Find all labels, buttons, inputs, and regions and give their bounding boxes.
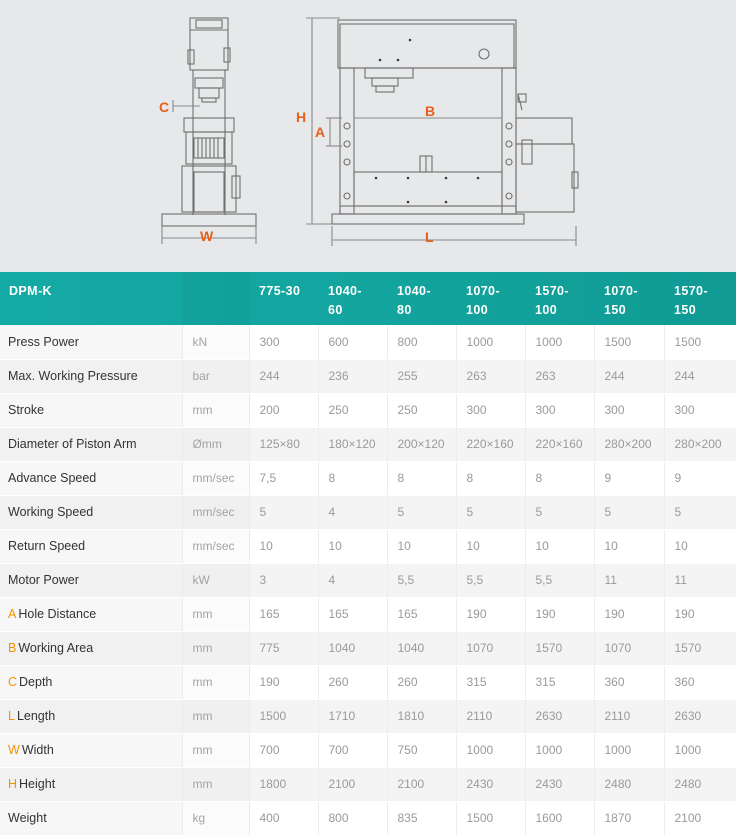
side-view: [162, 18, 256, 244]
row-name: Working Speed: [8, 505, 94, 519]
table-row: [0, 597, 736, 631]
header-model: 1570- 150: [674, 284, 708, 317]
cell-value: 5: [525, 495, 594, 529]
cell-value: 1500: [594, 325, 664, 359]
cell-value: 700: [318, 733, 387, 767]
cell-value: 2630: [525, 699, 594, 733]
cell-value: 11: [594, 563, 664, 597]
header-model: 1040- 60: [328, 284, 362, 317]
row-unit: kN: [182, 325, 249, 359]
row-label: [0, 631, 182, 665]
dimension-letter: L: [8, 709, 15, 723]
table-row: [0, 427, 736, 461]
row-label: [0, 393, 182, 427]
row-label: [0, 597, 182, 631]
row-unit: kg: [182, 801, 249, 835]
cell-value: 9: [664, 461, 736, 495]
label-c: C: [159, 99, 170, 115]
cell-value: 4: [318, 495, 387, 529]
cell-value: 2630: [664, 699, 736, 733]
row-label: [0, 529, 182, 563]
header-model: 1040- 80: [397, 284, 431, 317]
cell-value: 5: [249, 495, 318, 529]
cell-value: 260: [318, 665, 387, 699]
cell-value: 1040: [318, 631, 387, 665]
row-unit: mm/sec: [182, 495, 249, 529]
cell-value: 360: [664, 665, 736, 699]
row-label: [0, 495, 182, 529]
row-unit: mm: [182, 733, 249, 767]
cell-value: 8: [318, 461, 387, 495]
cell-value: 2430: [456, 767, 525, 801]
cell-value: 1870: [594, 801, 664, 835]
label-h: H: [296, 109, 307, 125]
cell-value: 3: [249, 563, 318, 597]
row-name: Press Power: [8, 334, 79, 349]
cell-value: 11: [664, 563, 736, 597]
row-name: Stroke: [8, 403, 45, 417]
cell-value: 5: [387, 495, 456, 529]
row-name: Width: [21, 743, 54, 757]
row-label: [0, 665, 182, 699]
row-label: [0, 325, 182, 359]
cell-value: 10: [249, 529, 318, 563]
cell-value: 1500: [456, 801, 525, 835]
row-name: Length: [16, 709, 56, 723]
header-model: 1570- 100: [535, 284, 569, 317]
row-name: Advance Speed: [8, 471, 97, 485]
cell-value: 190: [456, 597, 525, 631]
cell-value: 250: [318, 393, 387, 427]
cell-value: 775: [249, 631, 318, 665]
table-row: [0, 461, 736, 495]
cell-value: 5,5: [525, 563, 594, 597]
table-row: [0, 563, 736, 597]
cell-value: 125×80: [249, 427, 318, 461]
cell-value: 1000: [594, 733, 664, 767]
label-b: B: [425, 103, 436, 119]
cell-value: 300: [664, 393, 736, 427]
cell-value: 1040: [387, 631, 456, 665]
row-name: Hole Distance: [18, 607, 97, 621]
table-row: [0, 767, 736, 801]
front-view: [306, 18, 578, 246]
cell-value: 1000: [456, 325, 525, 359]
table-row: [0, 699, 736, 733]
dimension-letter: C: [8, 675, 18, 689]
table-row: [0, 359, 736, 393]
cell-value: 800: [387, 325, 456, 359]
row-unit: mm: [182, 665, 249, 699]
spec-table: [0, 272, 736, 836]
cell-value: 10: [387, 529, 456, 563]
row-unit: mm: [182, 393, 249, 427]
cell-value: 1570: [525, 631, 594, 665]
cell-value: 236: [318, 359, 387, 393]
cell-value: 2480: [664, 767, 736, 801]
row-name: Depth: [19, 675, 53, 689]
table-header: [0, 272, 736, 325]
row-name: Height: [19, 777, 56, 791]
header-unit: [182, 272, 249, 325]
cell-value: 263: [456, 359, 525, 393]
row-unit: mm: [182, 631, 249, 665]
cell-value: 2110: [456, 699, 525, 733]
cell-value: 1500: [664, 325, 736, 359]
cell-value: 180×120: [318, 427, 387, 461]
table-row: [0, 801, 736, 835]
cell-value: 7,5: [249, 461, 318, 495]
cell-value: 190: [249, 665, 318, 699]
technical-drawing: [0, 0, 736, 272]
cell-value: 360: [594, 665, 664, 699]
cell-value: 190: [525, 597, 594, 631]
cell-value: 8: [525, 461, 594, 495]
cell-value: 1070: [456, 631, 525, 665]
row-unit: bar: [182, 359, 249, 393]
cell-value: 1000: [525, 733, 594, 767]
dimension-letter: A: [8, 607, 17, 621]
row-name: Weight: [8, 811, 47, 825]
header-model: 1070- 150: [604, 284, 638, 317]
cell-value: 800: [318, 801, 387, 835]
cell-value: 165: [249, 597, 318, 631]
cell-value: 260: [387, 665, 456, 699]
row-name: Return Speed: [8, 539, 86, 553]
cell-value: 263: [525, 359, 594, 393]
cell-value: 8: [387, 461, 456, 495]
cell-value: 5: [594, 495, 664, 529]
cell-value: 250: [387, 393, 456, 427]
row-label: [0, 427, 182, 461]
cell-value: 1000: [664, 733, 736, 767]
cell-value: 10: [318, 529, 387, 563]
cell-value: 315: [456, 665, 525, 699]
cell-value: 315: [525, 665, 594, 699]
row-unit: kW: [182, 563, 249, 597]
table-row: [0, 631, 736, 665]
label-l: L: [425, 229, 434, 245]
cell-value: 1500: [249, 699, 318, 733]
cell-value: 1800: [249, 767, 318, 801]
cell-value: 280×200: [664, 427, 736, 461]
cell-value: 600: [318, 325, 387, 359]
cell-value: 2480: [594, 767, 664, 801]
row-label: [0, 461, 182, 495]
cell-value: 2100: [318, 767, 387, 801]
table-row: [0, 325, 736, 359]
table-row: [0, 495, 736, 529]
cell-value: 1710: [318, 699, 387, 733]
row-label: [0, 699, 182, 733]
cell-value: 255: [387, 359, 456, 393]
cell-value: 1000: [525, 325, 594, 359]
row-name: Diameter of Piston Arm: [8, 437, 137, 451]
cell-value: 2430: [525, 767, 594, 801]
cell-value: 244: [664, 359, 736, 393]
cell-value: 190: [594, 597, 664, 631]
cell-value: 165: [387, 597, 456, 631]
cell-value: 5,5: [456, 563, 525, 597]
cell-value: 300: [525, 393, 594, 427]
cell-value: 165: [318, 597, 387, 631]
cell-value: 10: [456, 529, 525, 563]
cell-value: 300: [594, 393, 664, 427]
row-unit: mm: [182, 767, 249, 801]
cell-value: 280×200: [594, 427, 664, 461]
label-w: W: [200, 228, 214, 244]
header-series-name: DPM-K: [9, 284, 52, 298]
cell-value: 200: [249, 393, 318, 427]
cell-value: 4: [318, 563, 387, 597]
press-diagram: [0, 0, 736, 272]
cell-value: 10: [594, 529, 664, 563]
cell-value: 2100: [664, 801, 736, 835]
cell-value: 244: [249, 359, 318, 393]
cell-value: 1000: [456, 733, 525, 767]
row-label: [0, 801, 182, 835]
row-label: [0, 563, 182, 597]
row-label: [0, 733, 182, 767]
cell-value: 400: [249, 801, 318, 835]
cell-value: 200×120: [387, 427, 456, 461]
row-name: Working Area: [18, 641, 94, 655]
row-unit: Ømm: [182, 427, 249, 461]
table-row: [0, 665, 736, 699]
cell-value: 1570: [664, 631, 736, 665]
row-name: Motor Power: [8, 573, 79, 587]
cell-value: 2100: [387, 767, 456, 801]
table-row: [0, 393, 736, 427]
cell-value: 220×160: [456, 427, 525, 461]
cell-value: 10: [525, 529, 594, 563]
cell-value: 5: [456, 495, 525, 529]
table-row: [0, 529, 736, 563]
cell-value: 244: [594, 359, 664, 393]
row-unit: mm/sec: [182, 461, 249, 495]
row-unit: mm/sec: [182, 529, 249, 563]
row-label: [0, 359, 182, 393]
row-unit: mm: [182, 699, 249, 733]
row-unit: mm: [182, 597, 249, 631]
cell-value: 835: [387, 801, 456, 835]
header-model: 775-30: [259, 284, 301, 298]
cell-value: 1810: [387, 699, 456, 733]
cell-value: 5: [664, 495, 736, 529]
label-a: A: [315, 124, 326, 140]
cell-value: 9: [594, 461, 664, 495]
cell-value: 700: [249, 733, 318, 767]
dimension-letter: B: [8, 641, 17, 655]
row-name: Max. Working Pressure: [8, 369, 138, 383]
cell-value: 750: [387, 733, 456, 767]
cell-value: 300: [456, 393, 525, 427]
dimension-letter: H: [8, 777, 18, 791]
cell-value: 5,5: [387, 563, 456, 597]
cell-value: 10: [664, 529, 736, 563]
cell-value: 2110: [594, 699, 664, 733]
cell-value: 8: [456, 461, 525, 495]
table-row: [0, 733, 736, 767]
cell-value: 190: [664, 597, 736, 631]
cell-value: 300: [249, 325, 318, 359]
cell-value: 1070: [594, 631, 664, 665]
cell-value: 220×160: [525, 427, 594, 461]
header-model: 1070- 100: [466, 284, 500, 317]
dimension-letter: W: [8, 743, 20, 757]
row-label: [0, 767, 182, 801]
cell-value: 1600: [525, 801, 594, 835]
